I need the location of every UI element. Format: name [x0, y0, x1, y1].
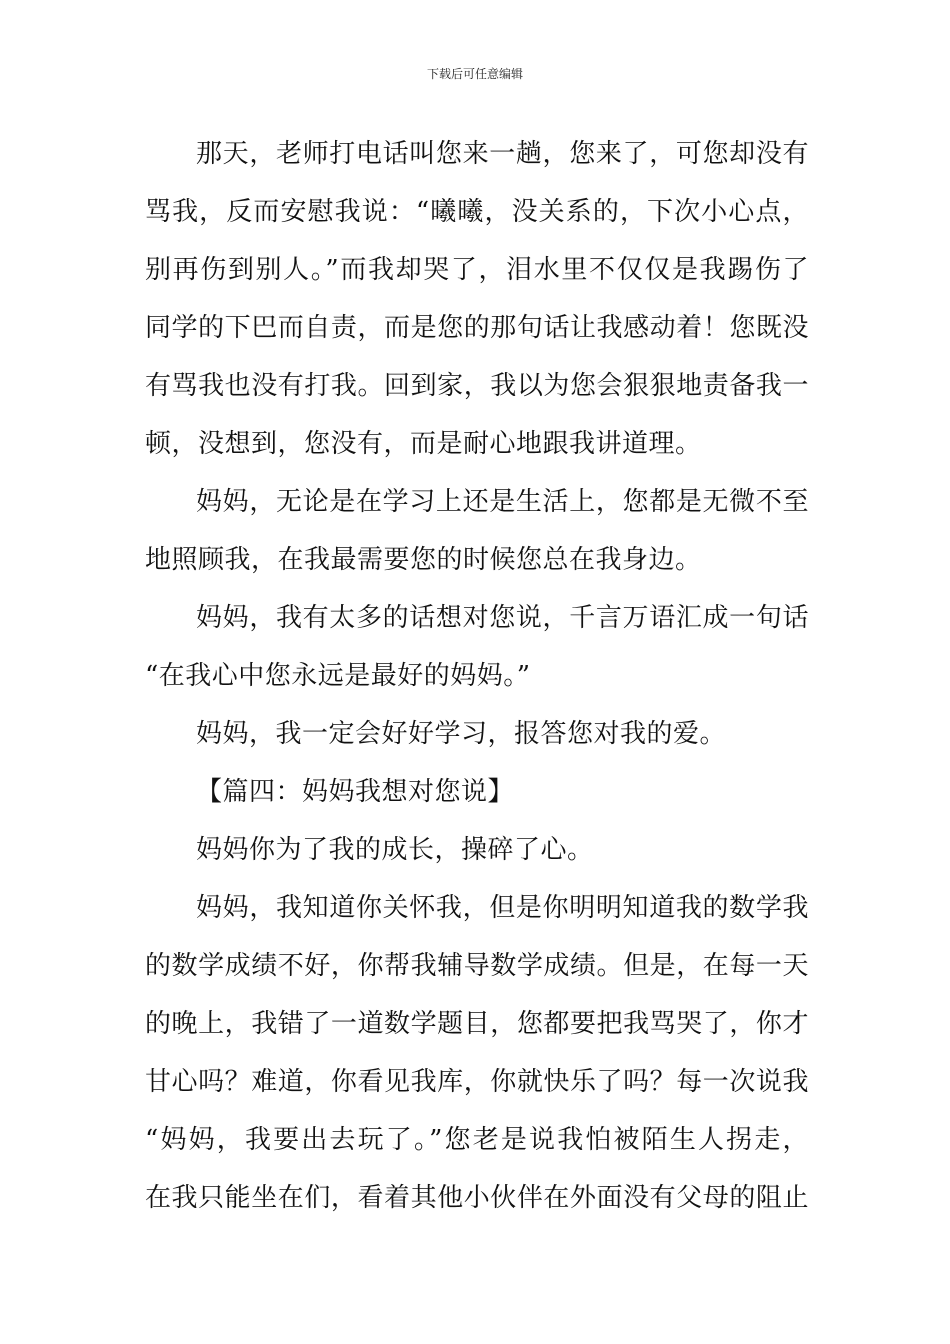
text-line: “在我心中您永远是最好的妈妈。”: [145, 661, 531, 691]
text-line: 地照顾我，在我最需要您的时候您总在我身边。: [145, 545, 702, 575]
text-line: 妈妈，我一定会好好学习，报答您对我的爱。: [196, 719, 727, 749]
text-line: 的数学成绩不好，你帮我辅导数学成绩。但是，在每一天: [145, 951, 809, 981]
text-line: 同学的下巴而自责，而是您的那句话让我感动着！您既没: [145, 313, 809, 343]
text-line: 甘心吗？难道，你看见我库，你就快乐了吗？每一次说我: [145, 1067, 809, 1097]
section-heading: 【篇四：妈妈我想对您说】: [196, 777, 515, 807]
document-body: [145, 125, 809, 1227]
text-line: 妈妈，我知道你关怀我，但是你明明知道我的数学我: [196, 893, 809, 923]
text-line: 顿，没想到，您没有，而是耐心地跟我讲道理。: [145, 429, 702, 459]
text-line: “妈妈，我要出去玩了。”您老是说我怕被陌生人拐走，: [145, 1125, 809, 1155]
text-line: 妈妈你为了我的成长，操碎了心。: [196, 835, 594, 865]
text-line: 在我只能坐在们，看着其他小伙伴在外面没有父母的阻止: [145, 1183, 809, 1213]
text-line: 有骂我也没有打我。回到家，我以为您会狠狠地责备我一: [145, 371, 809, 401]
page-header: 下载后可任意编辑: [426, 67, 523, 81]
text-line: 别再伤到别人。”而我却哭了，泪水里不仅仅是我踢伤了: [145, 255, 809, 285]
text-line: 妈妈，我有太多的话想对您说，千言万语汇成一句话: [196, 603, 809, 633]
text-line: 那天，老师打电话叫您来一趟，您来了，可您却没有: [196, 139, 809, 169]
text-line: 的晚上，我错了一道数学题目，您都要把我骂哭了，你才: [145, 1009, 809, 1039]
text-line: 骂我，反而安慰我说：“曦曦，没关系的，下次小心点，: [145, 197, 809, 227]
text-line: 妈妈，无论是在学习上还是生活上，您都是无微不至: [196, 487, 809, 517]
